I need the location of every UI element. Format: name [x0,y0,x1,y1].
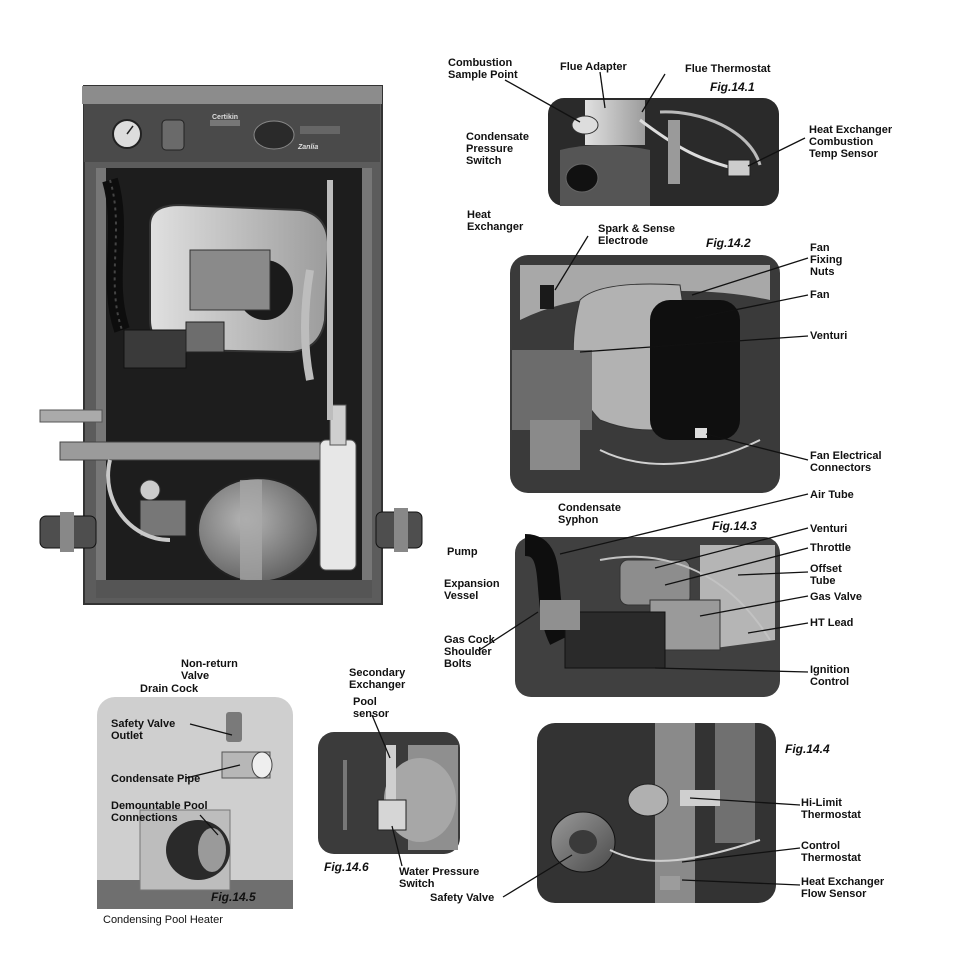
label-flue-thermostat: Flue Thermostat [685,63,771,75]
label-water-pressure-switch: Water Pressure Switch [399,866,480,890]
label-gas-valve: Gas Valve [810,591,862,603]
label-spark-sense-electrode: Spark & Sense Electrode [598,223,676,247]
label-fan-fixing-nuts: Fan Fixing Nuts [810,242,843,278]
fig-14-2-title: Fig.14.2 [706,236,751,250]
fig-14-6-title: Fig.14.6 [324,860,369,874]
fig-14-4-title: Fig.14.4 [785,742,830,756]
page-caption: Condensing Pool Heater [103,914,223,926]
label-safety-valve-outlet: Safety Valve Outlet [111,718,176,742]
label-safety-valve: Safety Valve [430,892,495,904]
heater-brand: Certikin [212,114,239,121]
label-pool-sensor: Pool sensor [353,696,390,720]
label-demountable-pool-connections: Demountable Pool Connections [111,800,208,824]
label-expansion-vessel: Expansion Vessel [444,578,500,602]
label-control-thermostat: Control Thermostat [801,840,861,864]
label-pump: Pump [447,546,478,558]
heater-model: Zanlia [298,144,319,151]
label-hi-limit-thermostat: Hi-Limit Thermostat [801,797,861,821]
label-venturi-fig142: Venturi [810,330,848,342]
label-offset-tube: Offset Tube [810,563,842,587]
label-non-return-valve: Non-return Valve [181,658,238,682]
label-fan-electrical-connectors: Fan Electrical Connectors [810,450,882,474]
fig-14-1-title: Fig.14.1 [710,80,755,94]
label-drain-cock: Drain Cock [140,683,199,695]
label-ht-lead: HT Lead [810,617,854,629]
label-air-tube: Air Tube [810,489,854,501]
fig-14-3-title: Fig.14.3 [712,519,757,533]
label-combustion-sample-point: Combustion Sample Point [448,57,518,81]
label-ignition-control: Ignition Control [810,664,850,688]
fig-14-5-title: Fig.14.5 [211,890,256,904]
label-gas-cock-shoulder-bolts: Gas Cock Shoulder Bolts [444,634,495,670]
label-flue-adapter: Flue Adapter [560,61,627,73]
label-secondary-exchanger: Secondary Exchanger [349,667,406,691]
label-condensate-pressure-switch: Condensate Pressure Switch [466,131,529,167]
label-condensate-syphon: Condensate Syphon [558,502,621,526]
label-hx-combustion-temp-sensor: Heat Exchanger Combustion Temp Sensor [809,124,893,160]
label-fan: Fan [810,289,830,301]
label-heat-exchanger: Heat Exchanger [467,209,524,233]
label-condensate-pipe: Condensate Pipe [111,773,201,785]
label-venturi-fig143: Venturi [810,523,848,535]
label-throttle: Throttle [810,542,851,554]
label-hx-flow-sensor: Heat Exchanger Flow Sensor [801,876,885,900]
